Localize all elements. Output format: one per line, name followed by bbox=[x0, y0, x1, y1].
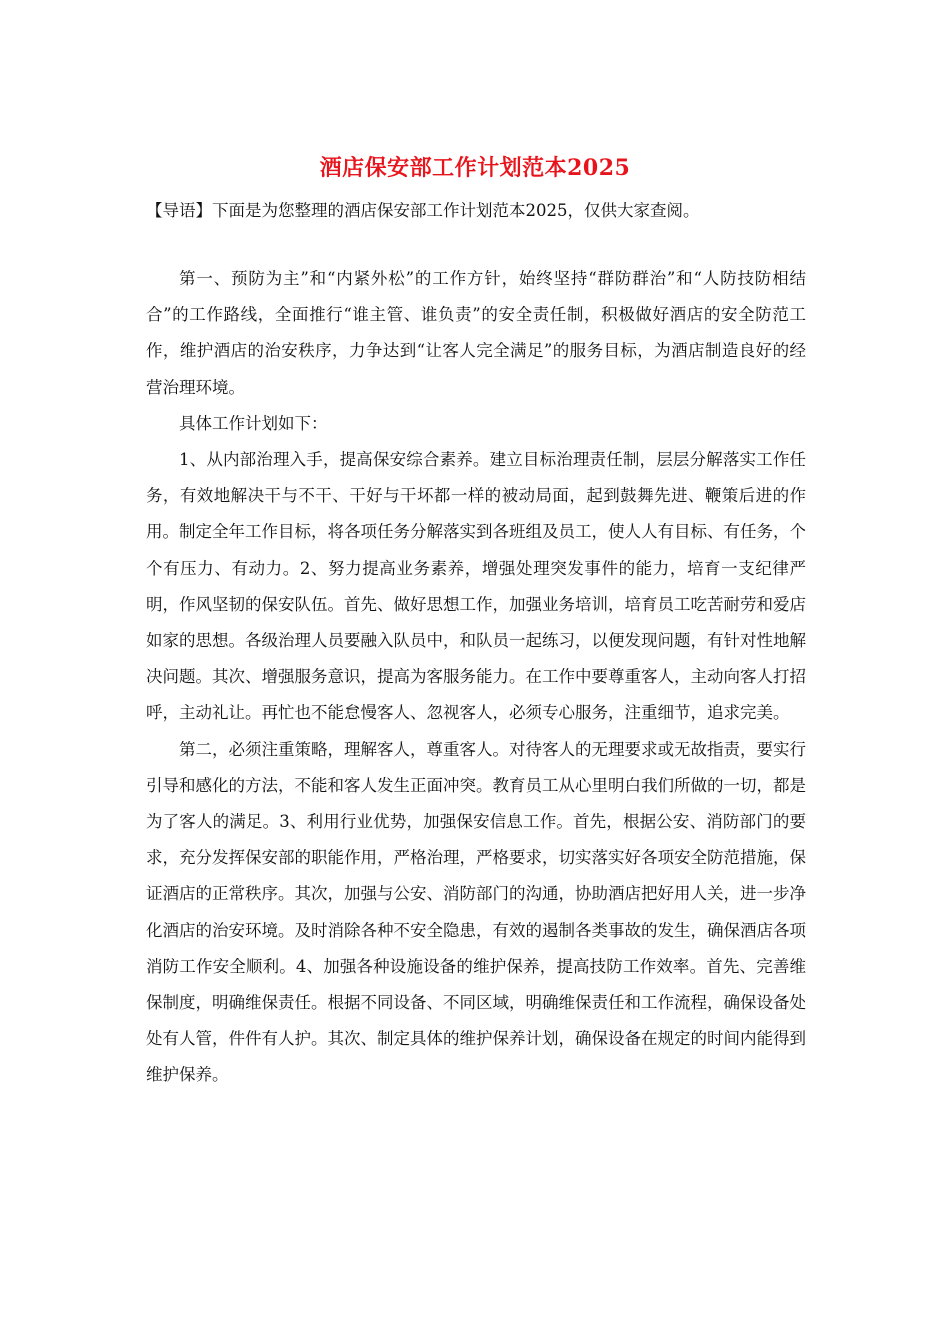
paragraph-internal-management: 1、从内部治理入手，提高保安综合素养。建立目标治理责任制，层层分解落实工作任务，有效地解决干与不干、干好与干坏都一样的被动局面，起到鼓舞先进、鞭策后进的作用。制定全年工作目标，将各项任务分解落实到各班组及员工，使人人有目标、有任务，个个有压力、有动力。2、努力提高业务素养，增强处理突发事件的能力，培育一支纪律严明，作风坚韧的保安队伍。首先、做好思想工作，加强业务培训，培育员工吃苦耐劳和爱店如家的思想。各级治理人员要融入队员中，和队员一起练习，以便发现问题，有针对性地解决问题。其次、增强服务意识，提高为客服务能力。在工作中要尊重客人，主动向客人打招呼，主动礼让。再忙也不能怠慢客人、忽视客人，必须专心服务，注重细节，追求完美。 bbox=[146, 450, 806, 723]
paragraph-strategy: 第二，必须注重策略，理解客人，尊重客人。对待客人的无理要求或无故指责，要实行引导和感化的方法，不能和客人发生正面冲突。教育员工从心里明白我们所做的一切，都是为了客人的满足。3、利用行业优势，加强保安信息工作。首先，根据公安、消防部门的要求，充分发挥保安部的职能作用，严格治理，严格要求，切实落实好各项安全防范措施，保证酒店的正常秩序。其次，加强与公安、消防部门的沟通，协助酒店把好用人关，进一步净化酒店的治安环境。及时消除各种不安全隐患，有效的遏制各类事故的发生，确保酒店各项消防工作安全顺利。4、加强各种设施设备的维护保养，提高技防工作效率。首先、完善维保制度，明确维保责任。根据不同设备、不同区域，明确维保责任和工作流程，确保设备处处有人管，件件有人护。其次、制定具体的维护保养计划，确保设备在规定的时间内能得到维护保养。 bbox=[146, 739, 806, 1085]
document-intro: 【导语】下面是为您整理的酒店保安部工作计划范本2025，仅供大家查阅。 bbox=[146, 201, 700, 220]
document-title: 酒店保安部工作计划范本2025 bbox=[319, 155, 631, 181]
document-body bbox=[146, 261, 806, 1094]
paragraph-plan-heading: 具体工作计划如下： bbox=[179, 413, 328, 433]
paragraph-guideline: 第一、预防为主”和“内紧外松”的工作方针，始终坚持“群防群治”和“人防技防相结合”的工作路线，全面推行“谁主管、谁负责”的安全责任制，积极做好酒店的安全防范工作，维护酒店的治安秩序，力争达到“让客人完全满足”的服务目标，为酒店制造良好的经营治理环境。 bbox=[146, 269, 806, 397]
